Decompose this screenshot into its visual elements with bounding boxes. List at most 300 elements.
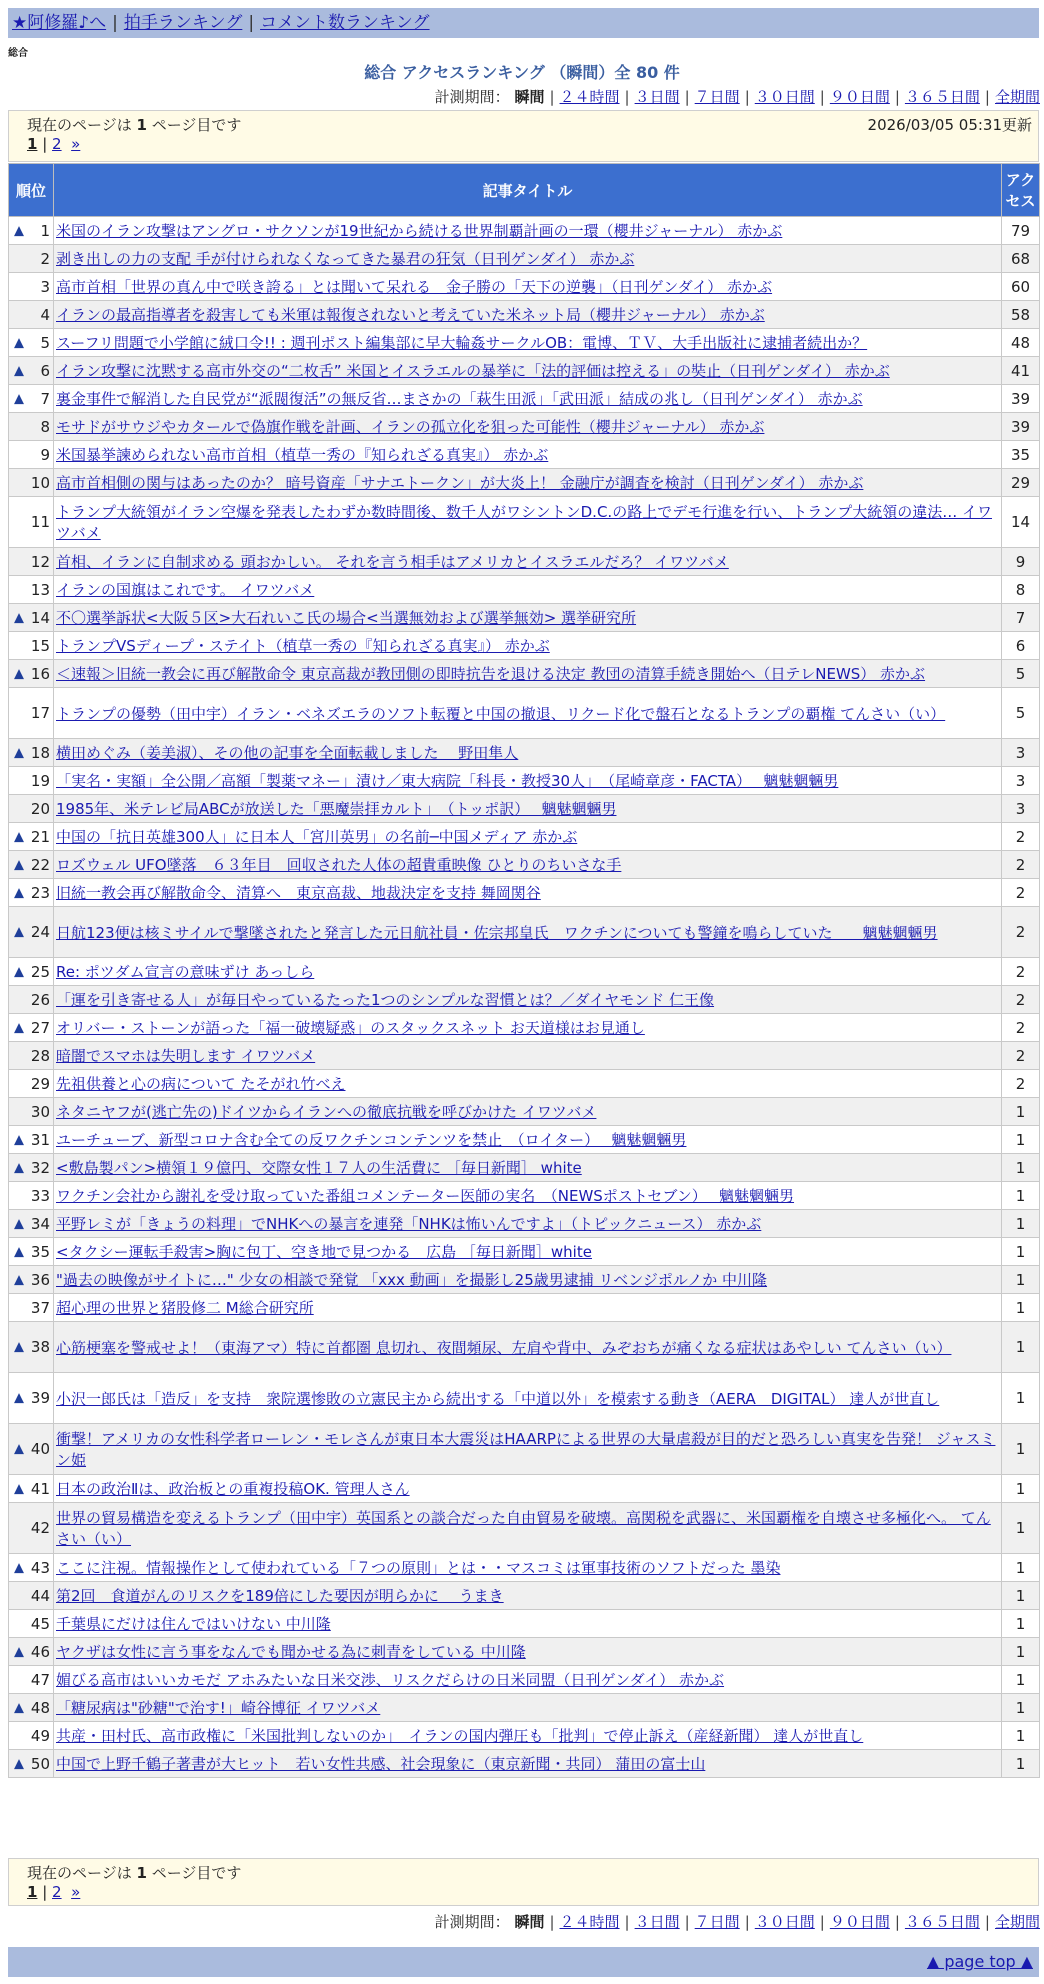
title-cell bbox=[54, 1582, 1002, 1610]
page-top-link[interactable]: ▲ page top ▲ bbox=[926, 1952, 1033, 1971]
article-link[interactable]: オリバー・ストーンが語った「福一破壊疑惑」のスタックスネット お天道様はお見通し bbox=[56, 1019, 645, 1037]
title-cell bbox=[54, 1070, 1002, 1098]
period-link-30d[interactable]: ３０日間 bbox=[754, 1913, 815, 1931]
rank-cell bbox=[9, 245, 54, 273]
top-nav-bar bbox=[8, 8, 1039, 38]
access-count: 7 bbox=[1002, 604, 1040, 632]
period-link-all[interactable]: 全期間 bbox=[994, 1913, 1040, 1931]
table-row bbox=[9, 1638, 1040, 1666]
title-cell bbox=[54, 357, 1002, 385]
up-arrow-icon: ▲ bbox=[14, 1481, 24, 1496]
up-arrow-icon: ▲ bbox=[14, 223, 24, 238]
rank-number: 22 bbox=[30, 855, 50, 874]
rank-cell bbox=[9, 301, 54, 329]
up-arrow-icon: ▲ bbox=[14, 1700, 24, 1715]
article-link[interactable]: 「実名・実額」全公開／高額「製薬マネー」漬け／東大病院「科長・教授30人」 （尾崎章彦・FACTA） 魑魅魍魎男 bbox=[56, 772, 839, 790]
period-selector-top: 計測期間： 瞬間 | ２４時間 | ３日間 | ７日間 | ３０日間 | ９０日間 | ３６５日間 | 全期間 bbox=[434, 88, 1040, 106]
rank-cell bbox=[9, 548, 54, 576]
page-next-link[interactable]: » bbox=[71, 135, 81, 153]
title-cell bbox=[54, 604, 1002, 632]
title-cell bbox=[54, 1210, 1002, 1238]
table-row bbox=[9, 329, 1040, 357]
access-count: 58 bbox=[1002, 301, 1040, 329]
article-link[interactable]: スーフリ問題で小学館に絨口令!! : 週刊ポスト編集部に早大輪姦サークルOB：電博、ＴＶ、大手出版社に逮捕者続出か？ bbox=[56, 334, 868, 352]
rank-cell bbox=[9, 1098, 54, 1126]
nav-link-asyura[interactable]: ★阿修羅♪へ bbox=[12, 13, 107, 33]
up-arrow-icon: ▲ bbox=[14, 1272, 24, 1287]
article-link[interactable]: 日航123便は核ミサイルで撃墜されたと発言した元日航社員・佐宗邦皇氏 ワクチンについても警鐘を鳴らしていた 魑魅魍魎男 bbox=[56, 923, 938, 942]
period-current: 瞬間 bbox=[514, 88, 545, 106]
access-count: 1 bbox=[1002, 1638, 1040, 1666]
rank-cell bbox=[9, 1154, 54, 1182]
article-link[interactable]: 衝撃！アメリカの女性科学者ローレン・モレさんが東日本大震災はHAARPによる世界の大量虐殺が目的だと恐ろしい真実を告発！ ジャスミン姫 bbox=[56, 1430, 996, 1469]
table-row bbox=[9, 1666, 1040, 1694]
up-arrow-icon: ▲ bbox=[14, 363, 24, 378]
article-link[interactable]: ユーチューブ、新型コロナ含む全ての反ワクチンコンテンツを禁止 （ロイター） 魑魅魍魎男 bbox=[56, 1131, 687, 1149]
table-row bbox=[9, 548, 1040, 576]
title-cell bbox=[54, 1098, 1002, 1126]
rank-cell bbox=[9, 385, 54, 413]
article-link[interactable]: イランの最高指導者を殺害しても米軍は報復されないと考えていた米ネット局（櫻井ジャーナル） 赤かぶ bbox=[56, 306, 765, 324]
article-link[interactable]: 心筋梗塞を警戒せよ！（東海アマ）特に首都圏 息切れ、夜間頻尿、左肩や背中、みぞおちが痛くなる症状はあやしい てんさい（い） bbox=[56, 1338, 952, 1357]
rank-cell bbox=[9, 907, 54, 958]
rank-number: 5 bbox=[40, 333, 50, 352]
article-link[interactable]: "過去の映像がサイトに…" 少女の相談で発覚 「xxx 動画」を撮影し25歳男逮捕 リベンジポルノか 中川隆 bbox=[56, 1271, 768, 1289]
rank-number: 11 bbox=[30, 513, 50, 531]
rank-number: 12 bbox=[30, 552, 50, 571]
access-count: 60 bbox=[1002, 273, 1040, 301]
article-link[interactable]: <タクシー運転手殺害>胸に包丁、空き地で見つかる 広島 ［毎日新聞］white bbox=[56, 1243, 592, 1261]
article-link[interactable]: 暗闇でスマホは失明します イワツバメ bbox=[56, 1047, 316, 1065]
rank-number: 1 bbox=[40, 221, 50, 240]
article-link[interactable]: 先祖供養と心の病について たそがれ竹べえ bbox=[56, 1075, 346, 1093]
rank-cell bbox=[9, 1582, 54, 1610]
rank-number: 14 bbox=[30, 608, 50, 627]
title-cell bbox=[54, 1322, 1002, 1373]
access-count: 9 bbox=[1002, 548, 1040, 576]
rank-cell bbox=[9, 1554, 54, 1582]
access-count: 2 bbox=[1002, 1070, 1040, 1098]
rank-number: 7 bbox=[40, 389, 50, 408]
table-row bbox=[9, 413, 1040, 441]
access-count: 35 bbox=[1002, 441, 1040, 469]
article-link[interactable]: 共産・田村氏、高市政権に「米国批判しないのか」 イランの国内弾圧も「批判」で停止訴え（産経新聞） 達人が世直し bbox=[56, 1727, 864, 1745]
table-row bbox=[9, 1322, 1040, 1373]
article-link[interactable]: 首相、イランに自制求める 頭おかしい。 それを言う相手はアメリカとイスラエルだろ？ イワツバメ bbox=[56, 553, 729, 571]
article-link[interactable]: ＜速報＞旧統一教会に再び解散命令 東京高裁が教団側の即時抗告を退ける決定 教団の清算手続き開始へ（日テレNEWS） 赤かぶ bbox=[56, 665, 926, 683]
access-count: 41 bbox=[1002, 357, 1040, 385]
period-link-24h[interactable]: ２４時間 bbox=[559, 1913, 620, 1931]
rank-number: 46 bbox=[30, 1642, 50, 1661]
period-link-365d[interactable]: ３６５日間 bbox=[904, 88, 980, 106]
article-link[interactable]: 中国で上野千鶴子著書が大ヒット 若い女性共感、社会現象に（東京新聞・共同） 蒲田の富士山 bbox=[56, 1755, 706, 1773]
access-count: 1 bbox=[1002, 1266, 1040, 1294]
up-arrow-icon: ▲ bbox=[14, 391, 24, 406]
rank-number: 43 bbox=[30, 1558, 50, 1577]
table-row bbox=[9, 907, 1040, 958]
article-link[interactable]: ロズウェル UFO墜落 ６３年目 回収された人体の超貴重映像 ひとりのちいさな手 bbox=[56, 856, 622, 874]
title-cell bbox=[54, 1503, 1002, 1554]
title-cell bbox=[54, 1475, 1002, 1503]
article-link[interactable]: ここに注視。情報操作として使われている「７つの原則」とは・・マスコミは軍事技術のソフトだった 墨染 bbox=[56, 1559, 781, 1577]
rank-cell bbox=[9, 1503, 54, 1554]
title-cell bbox=[54, 497, 1002, 548]
rank-cell bbox=[9, 604, 54, 632]
table-row bbox=[9, 497, 1040, 548]
rank-cell bbox=[9, 413, 54, 441]
table-row bbox=[9, 823, 1040, 851]
access-count: 1 bbox=[1002, 1750, 1040, 1778]
article-link[interactable]: イラン攻撃に沈黙する高市外交の“二枚舌” 米国とイスラエルの暴挙に「法的評価は控える」の奘止（日刊ゲンダイ） 赤かぶ bbox=[56, 362, 890, 380]
article-link[interactable]: 小沢一郎氏は「造反」を支持 衆院選惨敗の立憲民主から続出する「中道以外」を模索する動き（AERA DIGITAL） 達人が世直し bbox=[56, 1389, 940, 1408]
rank-number: 42 bbox=[30, 1519, 50, 1537]
title-cell bbox=[54, 469, 1002, 497]
table-row bbox=[9, 1582, 1040, 1610]
up-arrow-icon: ▲ bbox=[14, 1756, 24, 1771]
article-link[interactable]: 超心理の世界と猪股修二 M総合研究所 bbox=[56, 1299, 314, 1317]
rank-number: 15 bbox=[30, 636, 50, 655]
ranking-table bbox=[8, 163, 1040, 1778]
period-link-90d[interactable]: ９０日間 bbox=[829, 88, 890, 106]
article-link[interactable]: 千葉県にだけは住んではいけない 中川隆 bbox=[56, 1615, 331, 1633]
footer-bar bbox=[8, 1947, 1039, 1977]
table-row bbox=[9, 1694, 1040, 1722]
access-count: 79 bbox=[1002, 217, 1040, 245]
table-row bbox=[9, 441, 1040, 469]
table-row bbox=[9, 879, 1040, 907]
rank-cell bbox=[9, 1266, 54, 1294]
article-link[interactable]: ネタニヤフが(逃亡先の)ドイツからイランへの徹底抗戦を呼びかけた イワツバメ bbox=[56, 1103, 597, 1121]
title-cell bbox=[54, 958, 1002, 986]
period-link-7d[interactable]: ７日間 bbox=[694, 1913, 740, 1931]
period-link-3d[interactable]: ３日間 bbox=[634, 1913, 680, 1931]
article-link[interactable]: 米国暴挙諫められない高市首相（植草一秀の『知られざる真実』） 赤かぶ bbox=[56, 446, 549, 464]
article-link[interactable]: 高市首相「世界の真ん中で咲き誇る」とは聞いて呆れる 金子勝の「天下の逆襲」（日刊ゲンダイ） 赤かぶ bbox=[56, 278, 773, 296]
title-cell bbox=[54, 823, 1002, 851]
rank-cell bbox=[9, 1750, 54, 1778]
article-link[interactable]: 中国の「抗日英雄300人」に日本人「宮川英男」の名前─中国メディア 赤かぶ bbox=[56, 828, 578, 846]
access-count: 1 bbox=[1002, 1475, 1040, 1503]
title-cell bbox=[54, 879, 1002, 907]
rank-number: 45 bbox=[30, 1614, 50, 1633]
up-arrow-icon: ▲ bbox=[14, 1216, 24, 1231]
access-count: 29 bbox=[1002, 469, 1040, 497]
title-cell bbox=[54, 1750, 1002, 1778]
rank-number: 18 bbox=[30, 743, 50, 762]
nav-link-comment-ranking[interactable]: コメント数ランキング bbox=[260, 13, 430, 33]
page-title: 総合 アクセスランキング （瞬間） bbox=[364, 63, 615, 82]
pager-links: 1 | 2 » bbox=[27, 1883, 81, 1901]
title-cell bbox=[54, 1694, 1002, 1722]
up-arrow-icon: ▲ bbox=[14, 745, 24, 760]
article-link[interactable]: トランプVSディープ・ステイト（植草一秀の『知られざる真実』） 赤かぶ bbox=[56, 637, 550, 655]
up-arrow-icon: ▲ bbox=[14, 610, 24, 625]
access-count: 1 bbox=[1002, 1294, 1040, 1322]
title-cell bbox=[54, 441, 1002, 469]
article-link[interactable]: ヤクザは女性に言う事をなんでも聞かせる為に刺青をしている 中川隆 bbox=[56, 1643, 526, 1661]
access-count: 1 bbox=[1002, 1098, 1040, 1126]
table-row bbox=[9, 1126, 1040, 1154]
article-link[interactable]: 「運を引き寄せる人」が毎日やっているたった1つのシンプルな習慣とは？／ダイヤモンド 仁王像 bbox=[56, 991, 715, 1009]
rank-cell bbox=[9, 1694, 54, 1722]
title-cell bbox=[54, 1554, 1002, 1582]
rank-cell bbox=[9, 497, 54, 548]
pager-links: 1 | 2 » bbox=[27, 135, 81, 153]
table-row bbox=[9, 1294, 1040, 1322]
rank-cell bbox=[9, 1666, 54, 1694]
access-count: 1 bbox=[1002, 1666, 1040, 1694]
page-link-2[interactable]: 2 bbox=[52, 135, 62, 153]
period-link-30d[interactable]: ３０日間 bbox=[754, 88, 815, 106]
pager-bottom bbox=[8, 1858, 1039, 1906]
article-link[interactable]: 平野レミが「きょうの料理」でNHKへの暴言を連発「NHKは怖いんですよ」（トピックニュース） 赤かぶ bbox=[56, 1215, 762, 1233]
rank-number: 10 bbox=[30, 473, 50, 492]
rank-number: 30 bbox=[30, 1102, 50, 1121]
up-arrow-icon: ▲ bbox=[14, 885, 24, 900]
rank-cell bbox=[9, 1126, 54, 1154]
access-count: 39 bbox=[1002, 385, 1040, 413]
article-link[interactable]: 裏金事件で解消した自民党が“派閥復活”の無反省…まさかの「萩生田派」「武田派」結成の兆し（日刊ゲンダイ） 赤かぶ bbox=[56, 390, 863, 408]
title-cell bbox=[54, 245, 1002, 273]
table-row bbox=[9, 217, 1040, 245]
table-row bbox=[9, 385, 1040, 413]
page-next-link[interactable]: » bbox=[71, 1883, 81, 1901]
rank-number: 35 bbox=[30, 1242, 50, 1261]
rank-cell bbox=[9, 823, 54, 851]
table-row bbox=[9, 273, 1040, 301]
article-link[interactable]: 不〇選挙訴状<大阪５区>大石れいこ氏の場合<当選無効および選挙無効> 選挙研究所 bbox=[56, 609, 637, 627]
pager-status: 現在のページは 1 ページ目です bbox=[27, 116, 242, 134]
rank-cell bbox=[9, 1424, 54, 1475]
access-count: 3 bbox=[1002, 795, 1040, 823]
rank-cell bbox=[9, 329, 54, 357]
title-cell bbox=[54, 1722, 1002, 1750]
title-cell bbox=[54, 1294, 1002, 1322]
rank-number: 2 bbox=[40, 249, 50, 268]
title-cell bbox=[54, 1126, 1002, 1154]
access-count: 1 bbox=[1002, 1238, 1040, 1266]
article-link[interactable]: 高市首相側の関与はあったのか？ 暗号資産「サナエトークン」が大炎上！ 金融庁が調査を検討（日刊ゲンダイ） 赤かぶ bbox=[56, 474, 864, 492]
access-count: 1 bbox=[1002, 1582, 1040, 1610]
article-link[interactable]: 第2回 食道がんのリスクを189倍にした要因が明らかに うまき bbox=[56, 1587, 504, 1605]
section-tag: 総合 bbox=[8, 48, 28, 59]
up-arrow-icon: ▲ bbox=[14, 1441, 24, 1457]
article-link[interactable]: モサドがサウジやカタールで偽旗作戦を計画、イランの孤立化を狙った可能性（櫻井ジャーナル） 赤かぶ bbox=[56, 418, 765, 436]
rank-cell bbox=[9, 469, 54, 497]
rank-number: 17 bbox=[30, 704, 50, 722]
up-arrow-icon: ▲ bbox=[14, 1644, 24, 1659]
article-link[interactable]: <敷島製パン>横領１９億円、交際女性１７人の生活費に ［毎日新聞］ white bbox=[56, 1159, 582, 1177]
article-link[interactable]: ワクチン会社から謝礼を受け取っていた番組コメンテーター医師の実名 （NEWSポストセブン） 魑魅魍魎男 bbox=[56, 1187, 795, 1205]
rank-cell bbox=[9, 1294, 54, 1322]
access-count: 2 bbox=[1002, 1042, 1040, 1070]
title-cell bbox=[54, 986, 1002, 1014]
access-count: 2 bbox=[1002, 986, 1040, 1014]
period-selector-bottom: 計測期間： 瞬間 | ２４時間 | ３日間 | ７日間 | ３０日間 | ９０日間 | ３６５日間 | 全期間 bbox=[434, 1913, 1040, 1931]
up-arrow-icon: ▲ bbox=[14, 1339, 24, 1355]
period-link-365d[interactable]: ３６５日間 bbox=[904, 1913, 980, 1931]
rank-cell bbox=[9, 357, 54, 385]
up-arrow-icon: ▲ bbox=[14, 335, 24, 350]
rank-number: 21 bbox=[30, 827, 50, 846]
rank-number: 23 bbox=[30, 883, 50, 902]
rank-number: 20 bbox=[30, 799, 50, 818]
table-row bbox=[9, 1182, 1040, 1210]
rank-number: 3 bbox=[40, 277, 50, 296]
article-link[interactable]: 剥き出しの力の支配 手が付けられなくなってきた暴君の狂気（日刊ゲンダイ） 赤かぶ bbox=[56, 250, 635, 268]
up-arrow-icon: ▲ bbox=[14, 964, 24, 979]
access-count: 2 bbox=[1002, 958, 1040, 986]
up-arrow-icon: ▲ bbox=[14, 1560, 24, 1575]
article-link[interactable]: 日本の政治Ⅱは、政治板との重複投稿OK. 管理人さん bbox=[56, 1480, 410, 1498]
access-count: 1 bbox=[1002, 1373, 1040, 1424]
rank-number: 13 bbox=[30, 580, 50, 599]
table-row bbox=[9, 1210, 1040, 1238]
title-cell bbox=[54, 688, 1002, 739]
table-row bbox=[9, 795, 1040, 823]
access-count: 1 bbox=[1002, 1322, 1040, 1373]
article-link[interactable]: 媚びる高市はいいカモだ アホみたいな日米交渉、リスクだらけの日米同盟（日刊ゲンダイ） 赤かぶ bbox=[56, 1671, 725, 1689]
rank-number: 26 bbox=[30, 990, 50, 1009]
title-cell bbox=[54, 660, 1002, 688]
access-count: 39 bbox=[1002, 413, 1040, 441]
article-link[interactable]: 1985年、米テレビ局ABCが放送した「悪魔崇拝カルト」 （トッポ訳） 魑魅魍魎男 bbox=[56, 800, 617, 818]
page-link-2[interactable]: 2 bbox=[52, 1883, 62, 1901]
rank-cell bbox=[9, 851, 54, 879]
rank-cell bbox=[9, 576, 54, 604]
article-link[interactable]: 旧統一教会再び解散命令、清算へ 東京高裁、地裁決定を支持 舞岡関谷 bbox=[56, 884, 541, 902]
table-row bbox=[9, 1750, 1040, 1778]
table-row bbox=[9, 739, 1040, 767]
access-count: 8 bbox=[1002, 576, 1040, 604]
period-link-7d[interactable]: ７日間 bbox=[694, 88, 740, 106]
article-link[interactable]: 世界の貿易構造を変えるトランプ（田中宇）英国系との談合だった自由貿易を破壊。高関税を武器に、米国覇権を自壊させ多極化へ。 てんさい（い） bbox=[56, 1509, 991, 1548]
rank-number: 34 bbox=[30, 1214, 50, 1233]
title-cell bbox=[54, 1182, 1002, 1210]
title-cell bbox=[54, 1373, 1002, 1424]
title-cell bbox=[54, 739, 1002, 767]
table-row bbox=[9, 576, 1040, 604]
rank-number: 39 bbox=[30, 1389, 50, 1407]
title-cell bbox=[54, 1666, 1002, 1694]
pager-status: 現在のページは 1 ページ目です bbox=[27, 1864, 242, 1882]
table-row bbox=[9, 1070, 1040, 1098]
article-link[interactable]: トランプ大統領がイラン空爆を発表したわずか数時間後、数千人がワシントンD.C.の路上でデモ行進を行い、トランプ大統領の違法… イワツバメ bbox=[56, 503, 992, 542]
rank-cell bbox=[9, 879, 54, 907]
nav-link-applause-ranking[interactable]: 拍手ランキング bbox=[123, 13, 243, 33]
rank-number: 27 bbox=[30, 1018, 50, 1037]
rank-number: 31 bbox=[30, 1130, 50, 1149]
ranking-body bbox=[9, 217, 1040, 1778]
access-count: 1 bbox=[1002, 1610, 1040, 1638]
nav-separator: | bbox=[112, 13, 118, 33]
up-arrow-icon: ▲ bbox=[14, 1132, 24, 1147]
access-count: 1 bbox=[1002, 1126, 1040, 1154]
access-count: 1 bbox=[1002, 1503, 1040, 1554]
table-row bbox=[9, 688, 1040, 739]
access-count: 6 bbox=[1002, 632, 1040, 660]
updated-timestamp: 2026/03/05 05:31更新 bbox=[867, 116, 1032, 134]
table-row bbox=[9, 1424, 1040, 1475]
rank-cell bbox=[9, 217, 54, 245]
article-link[interactable]: 横田めぐみ（姜美淑）、その他の記事を全面転載しました 野田隼人 bbox=[56, 744, 519, 762]
rank-number: 32 bbox=[30, 1158, 50, 1177]
rank-number: 33 bbox=[30, 1186, 50, 1205]
period-link-all[interactable]: 全期間 bbox=[994, 88, 1040, 106]
rank-cell bbox=[9, 1014, 54, 1042]
title-cell bbox=[54, 548, 1002, 576]
page-current: 1 bbox=[27, 1883, 38, 1901]
header-access: アクセス bbox=[1002, 164, 1040, 217]
article-link[interactable]: 米国のイラン攻撃はアングロ・サクソンが19世紀から続ける世界制覇計画の一環（櫻井ジャーナル） 赤かぶ bbox=[56, 222, 783, 240]
rank-cell bbox=[9, 441, 54, 469]
rank-number: 44 bbox=[30, 1586, 50, 1605]
rank-number: 40 bbox=[30, 1440, 50, 1458]
rank-cell bbox=[9, 795, 54, 823]
access-count: 2 bbox=[1002, 879, 1040, 907]
table-row bbox=[9, 1475, 1040, 1503]
title-cell bbox=[54, 385, 1002, 413]
title-cell bbox=[54, 329, 1002, 357]
article-link[interactable]: 「糖尿病は"砂糖"で治す!」崎谷博征 イワツバメ bbox=[56, 1699, 381, 1717]
title-cell bbox=[54, 1014, 1002, 1042]
rank-cell bbox=[9, 958, 54, 986]
access-count: 1 bbox=[1002, 1154, 1040, 1182]
title-cell bbox=[54, 1610, 1002, 1638]
table-row bbox=[9, 1042, 1040, 1070]
rank-cell bbox=[9, 1373, 54, 1424]
up-arrow-icon: ▲ bbox=[14, 666, 24, 681]
rank-cell bbox=[9, 632, 54, 660]
article-link[interactable]: トランプの優勢（田中宇）イラン・ベネズエラのソフト転覆と中国の撤退、リクード化で盤石となるトランプの覇権 てんさい（い） bbox=[56, 704, 946, 723]
nav-separator: | bbox=[248, 13, 255, 33]
table-row bbox=[9, 1554, 1040, 1582]
access-count: 1 bbox=[1002, 1694, 1040, 1722]
rank-cell bbox=[9, 739, 54, 767]
period-link-24h[interactable]: ２４時間 bbox=[559, 88, 620, 106]
title-cell bbox=[54, 1042, 1002, 1070]
up-arrow-icon: ▲ bbox=[14, 829, 24, 844]
table-row bbox=[9, 958, 1040, 986]
rank-cell bbox=[9, 1182, 54, 1210]
rank-number: 48 bbox=[30, 1698, 50, 1717]
title-cell bbox=[54, 217, 1002, 245]
rank-cell bbox=[9, 1322, 54, 1373]
article-link[interactable]: イランの国旗はこれです。 イワツバメ bbox=[56, 581, 315, 599]
access-count: 2 bbox=[1002, 823, 1040, 851]
access-count: 48 bbox=[1002, 329, 1040, 357]
rank-number: 24 bbox=[30, 923, 50, 941]
access-count: 68 bbox=[1002, 245, 1040, 273]
rank-cell bbox=[9, 986, 54, 1014]
title-cell bbox=[54, 767, 1002, 795]
table-row bbox=[9, 986, 1040, 1014]
period-link-90d[interactable]: ９０日間 bbox=[829, 1913, 890, 1931]
period-label: 計測期間： bbox=[434, 88, 510, 106]
title-cell bbox=[54, 1238, 1002, 1266]
table-row bbox=[9, 660, 1040, 688]
rank-number: 8 bbox=[40, 417, 50, 436]
article-link[interactable]: Re: ポツダム宣言の意味ずけ あっしら bbox=[56, 963, 315, 981]
rank-number: 50 bbox=[30, 1754, 50, 1773]
rank-number: 19 bbox=[30, 771, 50, 790]
title-cell bbox=[54, 907, 1002, 958]
title-cell bbox=[54, 795, 1002, 823]
table-row bbox=[9, 1722, 1040, 1750]
title-cell bbox=[54, 1154, 1002, 1182]
period-link-3d[interactable]: ３日間 bbox=[634, 88, 680, 106]
table-row bbox=[9, 1266, 1040, 1294]
